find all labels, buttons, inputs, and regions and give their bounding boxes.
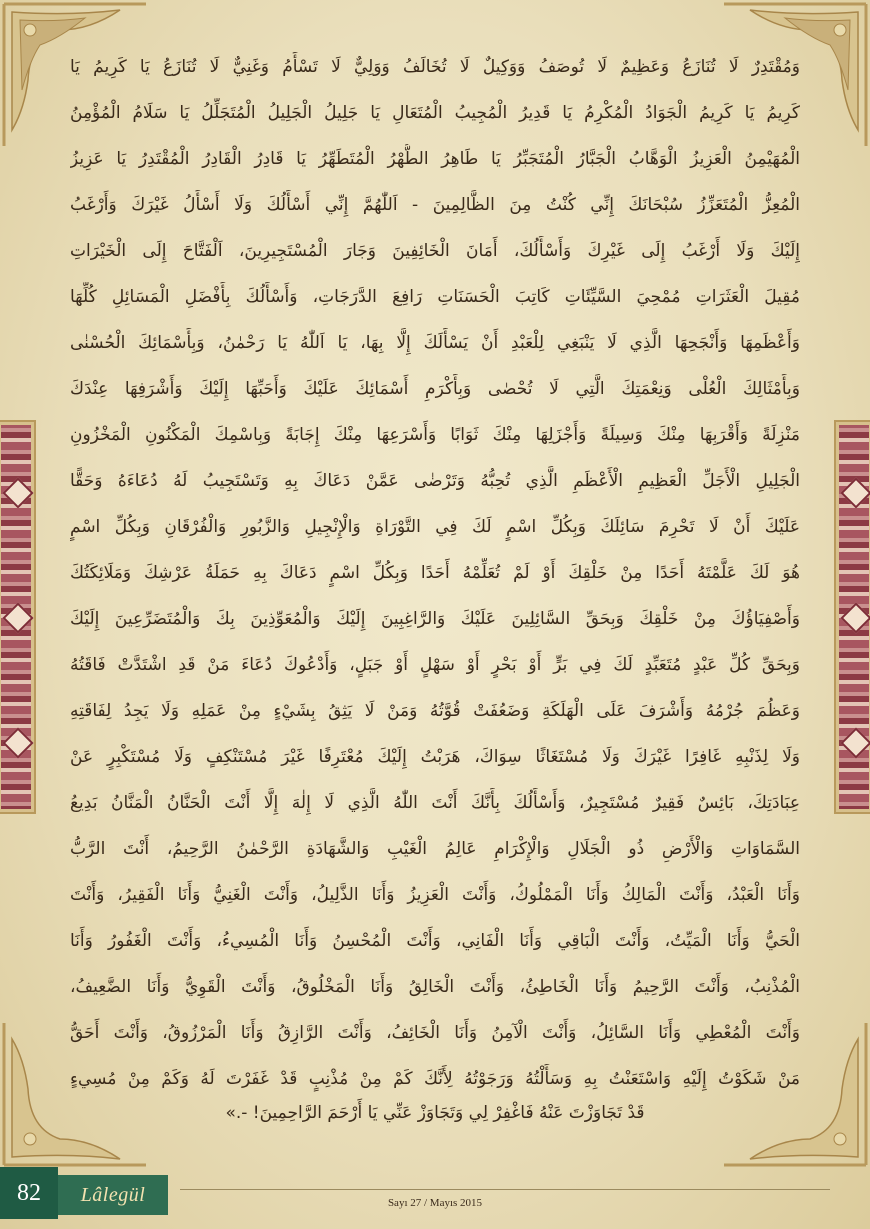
logo-text: Lâlegül [80,1183,146,1206]
text-line: وَبِحَقِّ كُلِّ عَبْدٍ مُتَعَبِّدٍ لَكَ فِي بَرٍّ أَوْ بَحْرٍ أَوْ سَهْلٍ أَوْ جَبَلٍ، وَأَدْعُوكَ دُعَاءَ مَنْ قَدِ اشْتَدَّتْ فَاقَتُهُ [70,655,800,675]
text-line: مَنْ شَكَوْتُ إِلَيْهِ وَاسْتَعَنْتُ بِهِ وَسَأَلْتُهُ وَرَجَوْتُهُ لِأَنَّكَ كَمْ مِنْ مُذْنِبٍ قَدْ غَفَرْتَ لَهُ وَكَمْ مِنْ مُسِيءٍ [70,1069,800,1089]
left-ornament-band [0,420,36,814]
text-line: عِبَادَتِكَ، بَائِسٌ فَقِيرٌ مُسْتَجِيرٌ، وَأَسْأَلُكَ بِأَنَّكَ أَنْتَ اللّٰهُ الَّذِي لَا إِلٰهَ إِلَّا أَنْتَ الْحَنَّانُ الْمَنَّانُ بَدِيعُ [70,793,800,813]
diamond-ornament [840,477,870,508]
text-line: السَّمَاوَاتِ وَالْأَرْضِ ذُو الْجَلَالِ وَالْإِكْرَامِ عَالِمُ الْغَيْبِ وَالشَّهَادَةِ الرَّحْمٰنُ الرَّحِيمُ، أَنْتَ الرَّبُّ [70,839,800,859]
text-line: وَبِأَمْثَالِكَ الْعُلْى وَنِعْمَتِكَ الَّتِي لَا تُحْصٰى وَبِأَكْرَمِ أَسْمَائِكَ عَلَيْكَ وَأَحَبِّهَا إِلَيْكَ وَأَشْرَفِهَا عِنْدَكَ [70,379,800,399]
text-line: الْجَلِيلِ الْأَجَلِّ الْعَظِيمِ الْأَعْظَمِ الَّذِي تُحِبُّهُ وَتَرْضٰى عَمَّنْ دَعَاكَ بِهِ وَتَسْتَجِيبُ لَهُ دُعَاءَهُ وَحَقًّا [70,471,800,491]
text-line: الْمُذْنِبُ، وَأَنْتَ الرَّحِيمُ وَأَنَا الْخَاطِئُ، وَأَنْتَ الْخَالِقُ وَأَنَا الْمَخْلُوقُ، وَأَنْتَ الْقَوِيُّ وَأَنَا الضَّعِيفُ، [70,977,800,997]
right-ornament-band [834,420,870,814]
text-line: وَأَنَا الْعَبْدُ، وَأَنْتَ الْمَالِكُ وَأَنَا الْمَمْلُوكُ، وَأَنْتَ الْعَزِيزُ وَأَنَا الذَّلِيلُ، وَأَنْتَ الْغَنِيُّ وَأَنَا الْفَقِيرُ، وَأَنْتَ [70,885,800,905]
text-line: وَمُقْتَدِرٌ لَا تُنَازَعُ وَعَظِيمٌ لَا تُوصَفُ وَوَكِيلٌ لَا تُخَالَفُ وَوَلِيٌّ لَا تَسْأَمُ وَغَنِيٌّ لَا تُنَازَعُ يَا كَرِيمُ يَا [70,57,800,77]
text-line: مَنْزِلَةً وَأَقْرَبِهَا مِنْكَ وَسِيلَةً وَأَجْزَلِهَا مِنْكَ ثَوَابًا وَأَسْرَعِهَا مِنْكَ إِجَابَةً وَبِاسْمِكَ الْمَكْنُونِ الْمَخْزُونِ [70,425,800,445]
diamond-ornament [840,602,870,633]
text-line: كَرِيمُ يَا كَرِيمُ الْجَوَادُ الْمُكْرِمُ يَا قَدِيرُ الْمُجِيبُ الْمُتَعَالِ يَا جَلِيلُ الْجَلِيلُ الْمُتَجَلِّلُ يَا سَلَامُ الْمُؤْمِنُ [70,103,800,123]
page-number: 82 [0,1167,58,1219]
prayer-text-body [70,28,800,1123]
text-line: وَأَنْتَ الْمُعْطِي وَأَنَا السَّائِلُ، وَأَنْتَ الْآمِنُ وَأَنَا الْخَائِفُ، وَأَنْتَ الرَّازِقُ وَأَنَا الْمَرْزُوقُ، وَأَنْتَ أَحَقُّ [70,1023,800,1043]
diamond-ornament [2,602,33,633]
text-line: وَأَصْفِيَاؤُكَ مِنْ خَلْقِكَ وَبِحَقِّ السَّائِلِينَ عَلَيْكَ وَالرَّاغِبِينَ إِلَيْكَ وَالْمُعَوِّذِينَ بِكَ وَالْمُتَضَرِّعِينَ إِلَيْكَ [70,609,800,629]
diamond-ornament [2,727,33,758]
magazine-logo [58,1175,168,1215]
issue-info: Sayı 27 / Mayıs 2015 [387,1197,483,1209]
page-footer [0,1167,870,1229]
text-line: قَدْ تَجَاوَزْتَ عَنْهُ فَاغْفِرْ لِي وَتَجَاوَزْ عَنِّي يَا أَرْحَمَ الرَّاحِمِينَ! -.» [225,1103,645,1123]
text-line: عَلَيْكَ أَنْ لَا تَحْرِمَ سَائِلَكَ وَبِكُلِّ اسْمٍ لَكَ فِي التَّوْرَاةِ وَالْإِنْجِيلِ وَالزَّبُورِ وَالْفُرْقَانِ وَبِكُلِّ اسْمٍ [70,517,800,537]
text-line: الْمُهَيْمِنُ الْعَزِيزُ الْوَهَّابُ الْجَبَّارُ الْمُتَجَبِّرُ يَا طَاهِرُ الطُّهْرُ الْمُتَطَهِّرُ يَا قَادِرُ الْقَادِرُ الْمُقْتَدِرُ يَا عَزِيزُ [70,149,800,169]
footer-divider [180,1189,830,1190]
text-line: مُقِيلَ الْعَثَرَاتِ مُمْحِيَ السَّيِّئَاتِ كَاتِبَ الْحَسَنَاتِ رَافِعَ الدَّرَجَاتِ، وَأَسْأَلُكَ بِأَفْضَلِ الْمَسَائِلِ كُلِّهَا [70,287,800,307]
text-line: الْحَيُّ وَأَنَا الْمَيِّتُ، وَأَنْتَ الْبَاقِي وَأَنَا الْفَانِي، وَأَنْتَ الْمُحْسِنُ وَأَنَا الْمُسِيءُ، وَأَنْتَ الْغَفُورُ وَأَنَا [70,931,800,951]
diamond-ornament [2,477,33,508]
text-line: الْمُعِزُّ الْمُتَعَزِّزُ سُبْحَانَكَ إِنِّي كُنْتُ مِنَ الظَّالِمِينَ - اَللّٰهُمَّ إِنِّي أَسْأَلُكَ وَلَا أَسْأَلُ غَيْرَكَ وَأَرْغَبُ [70,195,800,215]
text-line: وَلَا لِذَنْبِهِ غَافِرًا غَيْرَكَ وَلَا مُسْتَغَاثًا سِوَاكَ، هَرَبْتُ إِلَيْكَ مُعْتَرِفًا غَيْرَ مُسْتَنْكِفٍ وَلَا مُسْتَكْبِرٍ عَنْ [70,747,800,767]
text-line: إِلَيْكَ وَلَا أَرْغَبُ إِلَى غَيْرِكَ وَأَسْأَلُكَ، أَمَانَ الْخَائِفِينَ وَجَارَ الْمُسْتَجِيرِينَ، اَلْفَتَّاحَ إِلَى الْخَيْرَاتِ [70,241,800,261]
text-line: وَأَعْظَمِهَا وَأَنْجَحِهَا الَّذِي لَا يَنْبَغِي لِلْعَبْدِ أَنْ يَسْأَلَكَ إِلَّا بِهَا، يَا اَللّٰهُ يَا رَحْمٰنُ، وَبِأَسْمَائِكَ الْحُسْنٰى [70,333,800,353]
text-line: هُوَ لَكَ عَلَّمْتَهُ أَحَدًا مِنْ خَلْقِكَ أَوْ لَمْ تُعَلِّمْهُ أَحَدًا وَبِكُلِّ اسْمٍ دَعَاكَ بِهِ حَمَلَةُ عَرْشِكَ وَمَلَائِكَتُكَ [70,563,800,583]
diamond-ornament [840,727,870,758]
text-line: وَعَظُمَ جُرْمُهُ وَأَشْرَفَ عَلَى الْهَلَكَةِ وَضَعُفَتْ قُوَّتُهُ وَمَنْ لَا يَثِقُ بِشَيْءٍ مِنْ عَمَلِهِ وَلَا يَجِدُ لِفَاقَتِهِ [70,701,800,721]
